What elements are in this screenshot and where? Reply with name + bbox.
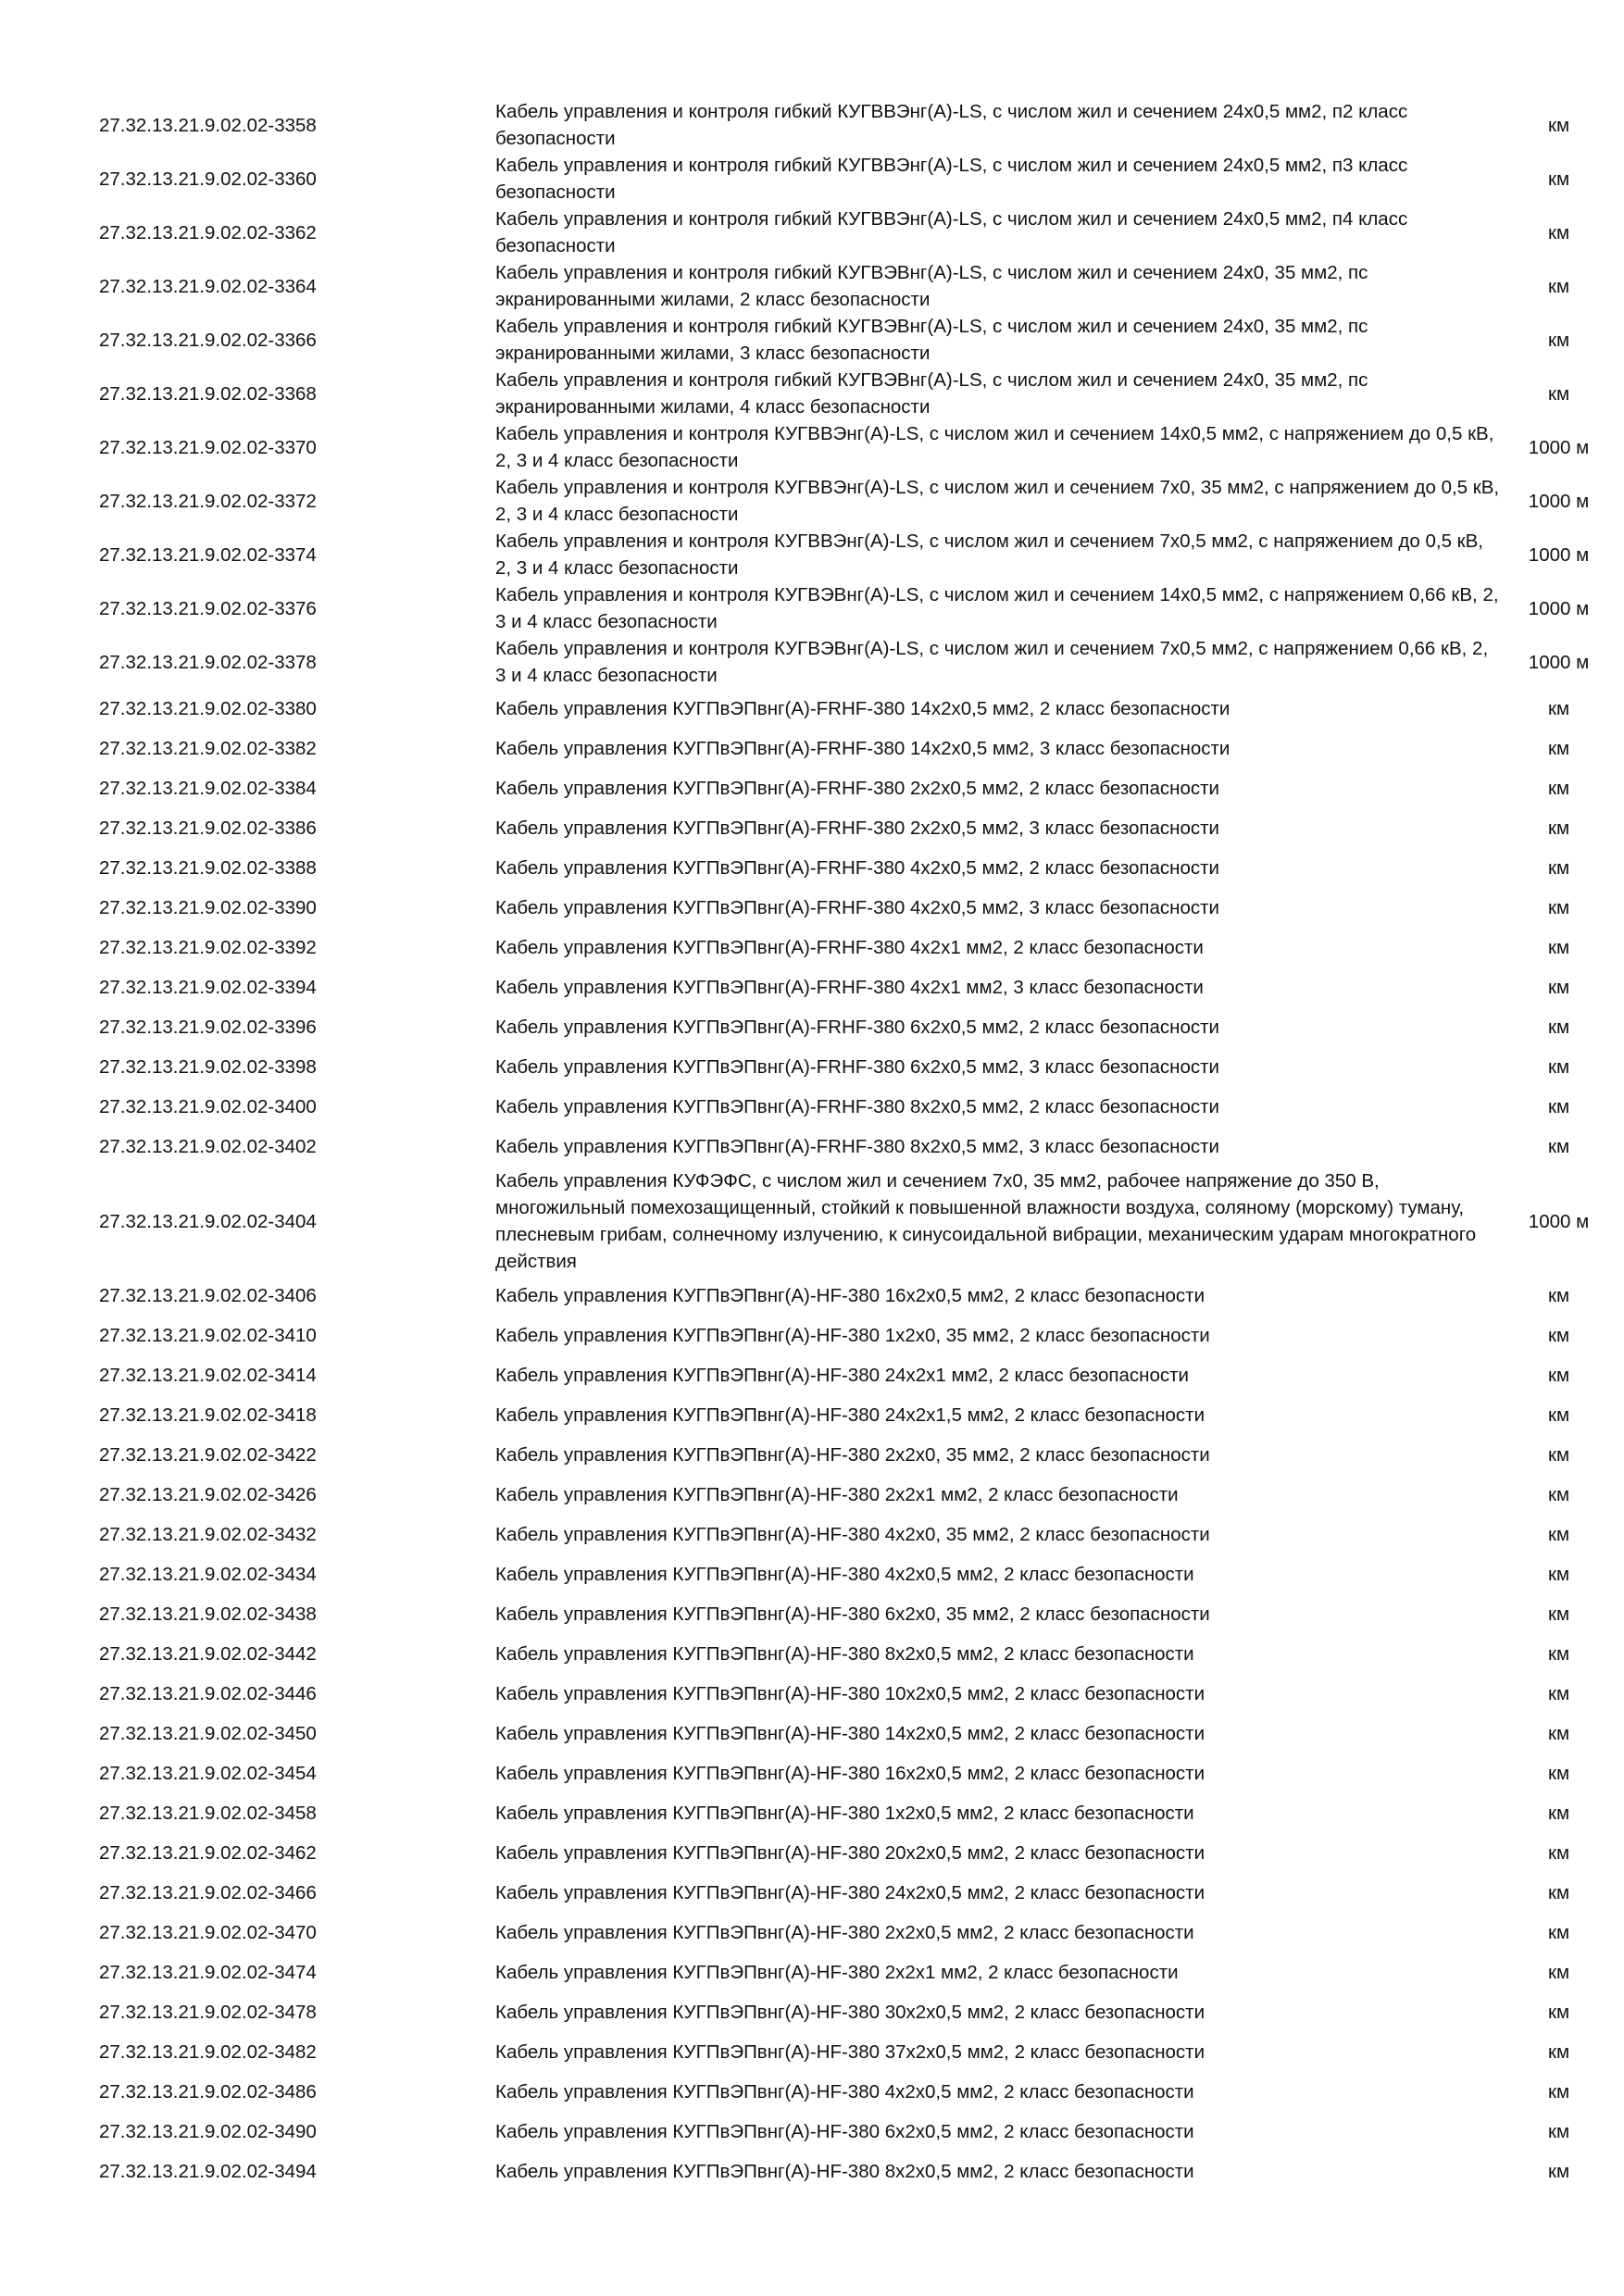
item-description: Кабель управления КУГПвЭПвнг(А)-HF-380 24х2х0,5 мм2, 2 класс безопасности [495, 1882, 1206, 1903]
item-code: 27.32.13.21.9.02.02-3358 [99, 114, 317, 136]
item-unit: км [1547, 1882, 1570, 1903]
item-code: 27.32.13.21.9.02.02-3396 [99, 1017, 317, 1038]
item-code: 27.32.13.21.9.02.02-3494 [99, 2161, 317, 2182]
item-description: Кабель управления КУГПвЭПвнг(А)-FRHF-380 4х2х0,5 мм2, 2 класс безопасности [495, 857, 1219, 879]
catalog-table [93, 98, 1608, 2191]
item-unit: км [1547, 329, 1570, 351]
item-description: Кабель управления КУГПвЭПвнг(А)-HF-380 10х2х0,5 мм2, 2 класс безопасности [495, 1683, 1206, 1704]
item-unit: км [1547, 1136, 1570, 1157]
table-row [93, 1276, 1608, 1316]
item-code: 27.32.13.21.9.02.02-3490 [99, 2121, 317, 2142]
table-row [93, 1087, 1608, 1127]
table-row [93, 1475, 1608, 1515]
table-row [93, 1554, 1608, 1594]
item-unit: км [1547, 1564, 1570, 1585]
item-code: 27.32.13.21.9.02.02-3466 [99, 1882, 317, 1903]
catalog-table-body [93, 98, 1608, 2191]
item-code: 27.32.13.21.9.02.02-3442 [99, 1643, 317, 1665]
item-code: 27.32.13.21.9.02.02-3462 [99, 1842, 317, 1864]
item-description: Кабель управления КУГПвЭПвнг(А)-FRHF-380 8х2х0,5 мм2, 3 класс безопасности [495, 1136, 1219, 1157]
table-row [93, 313, 1608, 367]
table-row [93, 1674, 1608, 1714]
item-unit: км [1547, 1096, 1570, 1117]
item-unit: км [1547, 382, 1570, 405]
table-row [93, 420, 1608, 474]
item-description: Кабель управления КУГПвЭПвнг(А)-HF-380 8х2х0,5 мм2, 2 класс безопасности [495, 2161, 1194, 2182]
item-unit: км [1547, 1404, 1570, 1426]
item-description: Кабель управления и контроля гибкий КУГВВЭнг(А)-LS, с числом жил и сечением 24х0,5 мм2, п2 класс безопасности [495, 101, 1408, 149]
item-description: Кабель управления КУГПвЭПвнг(А)-FRHF-380 4х2х1 мм2, 3 класс безопасности [495, 977, 1204, 998]
item-unit: 1000 м [1528, 543, 1590, 566]
item-description: Кабель управления КУГПвЭПвнг(А)-FRHF-380 14х2х0,5 мм2, 3 класс безопасности [495, 738, 1230, 759]
item-code: 27.32.13.21.9.02.02-3404 [99, 1210, 317, 1232]
table-row [93, 1714, 1608, 1753]
item-unit: 1000 м [1528, 490, 1590, 512]
table-row [93, 808, 1608, 848]
table-row [93, 635, 1608, 689]
item-code: 27.32.13.21.9.02.02-3470 [99, 1922, 317, 1943]
item-description: Кабель управления КУГПвЭПвнг(А)-HF-380 2х2х0,5 мм2, 2 класс безопасности [495, 1922, 1194, 1943]
item-code: 27.32.13.21.9.02.02-3392 [99, 937, 317, 958]
item-code: 27.32.13.21.9.02.02-3474 [99, 1962, 317, 1983]
table-row [93, 1913, 1608, 1953]
item-description: Кабель управления КУГПвЭПвнг(А)-HF-380 6х2х0,5 мм2, 2 класс безопасности [495, 2121, 1194, 2142]
item-description: Кабель управления и контроля КУГВВЭнг(А)-LS, с числом жил и сечением 7х0, 35 мм2, с напряжением до 0,5 кВ, 2, 3 и 4 класс безопасности [495, 477, 1500, 525]
item-description: Кабель управления и контроля гибкий КУГВЭВнг(А)-LS, с числом жил и сечением 24х0, 35 мм2, пс экранированными жилами, 4 класс безопасности [495, 369, 1368, 418]
item-description: Кабель управления и контроля гибкий КУГВВЭнг(А)-LS, с числом жил и сечением 24х0,5 мм2, п3 класс безопасности [495, 155, 1408, 203]
item-description: Кабель управления КУГПвЭПвнг(А)-HF-380 2х2х1 мм2, 2 класс безопасности [495, 1962, 1179, 1983]
item-unit: км [1547, 1484, 1570, 1505]
item-unit: км [1547, 221, 1570, 243]
item-code: 27.32.13.21.9.02.02-3384 [99, 778, 317, 799]
item-description: Кабель управления КУГПвЭПвнг(А)-FRHF-380 6х2х0,5 мм2, 2 класс безопасности [495, 1017, 1219, 1038]
table-row [93, 1634, 1608, 1674]
item-description: Кабель управления КУГПвЭПвнг(А)-HF-380 16х2х0,5 мм2, 2 класс безопасности [495, 1763, 1206, 1784]
item-description: Кабель управления КУГПвЭПвнг(А)-HF-380 6х2х0, 35 мм2, 2 класс безопасности [495, 1603, 1210, 1625]
table-row [93, 1833, 1608, 1873]
item-code: 27.32.13.21.9.02.02-3370 [99, 436, 317, 458]
item-code: 27.32.13.21.9.02.02-3446 [99, 1683, 317, 1704]
item-code: 27.32.13.21.9.02.02-3366 [99, 329, 317, 351]
item-description: Кабель управления КУГПвЭПвнг(А)-HF-380 4х2х0,5 мм2, 2 класс безопасности [495, 1564, 1194, 1585]
table-row [93, 1355, 1608, 1395]
item-unit: 1000 м [1528, 436, 1590, 458]
item-code: 27.32.13.21.9.02.02-3380 [99, 698, 317, 719]
item-code: 27.32.13.21.9.02.02-3482 [99, 2041, 317, 2063]
item-description: Кабель управления и контроля КУГВВЭнг(А)-LS, с числом жил и сечением 7х0,5 мм2, с напряжением до 0,5 кВ, 2, 3 и 4 класс безопасности [495, 530, 1484, 579]
item-code: 27.32.13.21.9.02.02-3386 [99, 817, 317, 839]
item-code: 27.32.13.21.9.02.02-3434 [99, 1564, 317, 1585]
item-unit: км [1547, 1524, 1570, 1545]
table-row [93, 1007, 1608, 1047]
item-unit: км [1547, 817, 1570, 839]
item-description: Кабель управления и контроля КУГВВЭнг(А)-LS, с числом жил и сечением 14х0,5 мм2, с напряжением до 0,5 кВ, 2, 3 и 4 класс безопасности [495, 423, 1494, 471]
item-description: Кабель управления КУФЭФС, с числом жил и сечением 7х0, 35 мм2, рабочее напряжение до 350 В, многожильный помехозащищенный, стойкий к повышенной влажности воздуха, соляному (морскому) туману, плесневым грибам, солнечному излучению, к синусоидальной вибрации, механическим ударам многократного действия [495, 1170, 1477, 1272]
table-row [93, 1992, 1608, 2032]
item-code: 27.32.13.21.9.02.02-3390 [99, 897, 317, 918]
item-code: 27.32.13.21.9.02.02-3422 [99, 1444, 317, 1466]
item-unit: 1000 м [1528, 651, 1590, 673]
table-row [93, 2112, 1608, 2152]
item-code: 27.32.13.21.9.02.02-3454 [99, 1763, 317, 1784]
item-unit: км [1547, 1444, 1570, 1466]
item-unit: км [1547, 2041, 1570, 2063]
table-row [93, 528, 1608, 581]
table-row [93, 1793, 1608, 1833]
item-unit: км [1547, 1643, 1570, 1665]
table-row [93, 206, 1608, 259]
item-unit: км [1547, 1842, 1570, 1864]
item-code: 27.32.13.21.9.02.02-3432 [99, 1524, 317, 1545]
item-unit: км [1547, 1723, 1570, 1744]
item-unit: км [1547, 275, 1570, 297]
item-code: 27.32.13.21.9.02.02-3376 [99, 597, 317, 619]
table-row [93, 367, 1608, 420]
table-row [93, 2032, 1608, 2072]
item-code: 27.32.13.21.9.02.02-3438 [99, 1603, 317, 1625]
item-unit: км [1547, 1365, 1570, 1386]
table-row [93, 1435, 1608, 1475]
table-row [93, 729, 1608, 768]
item-code: 27.32.13.21.9.02.02-3458 [99, 1803, 317, 1824]
item-description: Кабель управления КУГПвЭПвнг(А)-FRHF-380 6х2х0,5 мм2, 3 класс безопасности [495, 1056, 1219, 1078]
table-row [93, 1515, 1608, 1554]
item-code: 27.32.13.21.9.02.02-3388 [99, 857, 317, 879]
item-description: Кабель управления КУГПвЭПвнг(А)-HF-380 24х2х1,5 мм2, 2 класс безопасности [495, 1404, 1206, 1426]
item-code: 27.32.13.21.9.02.02-3402 [99, 1136, 317, 1157]
table-row [93, 1167, 1608, 1276]
item-code: 27.32.13.21.9.02.02-3382 [99, 738, 317, 759]
item-description: Кабель управления КУГПвЭПвнг(А)-FRHF-380 8х2х0,5 мм2, 2 класс безопасности [495, 1096, 1219, 1117]
table-row [93, 689, 1608, 729]
item-unit: км [1547, 1763, 1570, 1784]
table-row [93, 1594, 1608, 1634]
item-description: Кабель управления КУГПвЭПвнг(А)-HF-380 16х2х0,5 мм2, 2 класс безопасности [495, 1285, 1206, 1306]
item-unit: км [1547, 168, 1570, 190]
item-description: Кабель управления КУГПвЭПвнг(А)-HF-380 1х2х0, 35 мм2, 2 класс безопасности [495, 1325, 1210, 1346]
item-description: Кабель управления КУГПвЭПвнг(А)-HF-380 8х2х0,5 мм2, 2 класс безопасности [495, 1643, 1194, 1665]
item-description: Кабель управления КУГПвЭПвнг(А)-HF-380 1х2х0,5 мм2, 2 класс безопасности [495, 1803, 1194, 1824]
item-code: 27.32.13.21.9.02.02-3486 [99, 2081, 317, 2103]
item-description: Кабель управления и контроля КУГВЭВнг(А)-LS, с числом жил и сечением 7х0,5 мм2, с напряжением 0,66 кВ, 2, 3 и 4 класс безопасности [495, 638, 1489, 686]
item-description: Кабель управления КУГПвЭПвнг(А)-FRHF-380 4х2х0,5 мм2, 3 класс безопасности [495, 897, 1219, 918]
item-unit: км [1547, 1922, 1570, 1943]
item-unit: км [1547, 1017, 1570, 1038]
item-unit: км [1547, 2161, 1570, 2182]
item-unit: км [1547, 738, 1570, 759]
item-unit: 1000 м [1528, 1210, 1590, 1232]
item-code: 27.32.13.21.9.02.02-3478 [99, 2002, 317, 2023]
item-unit: км [1547, 1325, 1570, 1346]
item-description: Кабель управления КУГПвЭПвнг(А)-HF-380 4х2х0,5 мм2, 2 класс безопасности [495, 2081, 1194, 2103]
item-code: 27.32.13.21.9.02.02-3426 [99, 1484, 317, 1505]
item-unit: км [1547, 937, 1570, 958]
item-code: 27.32.13.21.9.02.02-3410 [99, 1325, 317, 1346]
item-description: Кабель управления и контроля гибкий КУГВВЭнг(А)-LS, с числом жил и сечением 24х0,5 мм2, п4 класс безопасности [495, 208, 1408, 256]
item-unit: км [1547, 1056, 1570, 1078]
item-code: 27.32.13.21.9.02.02-3364 [99, 275, 317, 297]
table-row [93, 768, 1608, 808]
table-row [93, 2072, 1608, 2112]
item-description: Кабель управления и контроля КУГВЭВнг(А)-LS, с числом жил и сечением 14х0,5 мм2, с напряжением 0,66 кВ, 2, 3 и 4 класс безопасности [495, 584, 1499, 632]
item-code: 27.32.13.21.9.02.02-3368 [99, 382, 317, 405]
table-row [93, 1753, 1608, 1793]
item-description: Кабель управления КУГПвЭПвнг(А)-HF-380 2х2х1 мм2, 2 класс безопасности [495, 1484, 1179, 1505]
item-description: Кабель управления КУГПвЭПвнг(А)-FRHF-380 4х2х1 мм2, 2 класс безопасности [495, 937, 1204, 958]
item-code: 27.32.13.21.9.02.02-3362 [99, 221, 317, 243]
item-unit: км [1547, 2002, 1570, 2023]
table-row [93, 152, 1608, 206]
item-code: 27.32.13.21.9.02.02-3394 [99, 977, 317, 998]
table-row [93, 848, 1608, 888]
item-unit: км [1547, 977, 1570, 998]
item-description: Кабель управления и контроля гибкий КУГВЭВнг(А)-LS, с числом жил и сечением 24х0, 35 мм2, пс экранированными жилами, 3 класс безопасности [495, 316, 1368, 364]
item-unit: км [1547, 1962, 1570, 1983]
item-description: Кабель управления КУГПвЭПвнг(А)-HF-380 24х2х1 мм2, 2 класс безопасности [495, 1365, 1189, 1386]
item-description: Кабель управления КУГПвЭПвнг(А)-HF-380 37х2х0,5 мм2, 2 класс безопасности [495, 2041, 1206, 2063]
item-code: 27.32.13.21.9.02.02-3398 [99, 1056, 317, 1078]
item-description: Кабель управления КУГПвЭПвнг(А)-HF-380 4х2х0, 35 мм2, 2 класс безопасности [495, 1524, 1210, 1545]
item-code: 27.32.13.21.9.02.02-3450 [99, 1723, 317, 1744]
table-row [93, 474, 1608, 528]
table-row [93, 2152, 1608, 2191]
item-unit: км [1547, 1603, 1570, 1625]
item-unit: км [1547, 1683, 1570, 1704]
item-code: 27.32.13.21.9.02.02-3374 [99, 543, 317, 566]
table-row [93, 259, 1608, 313]
table-row [93, 928, 1608, 967]
table-row [93, 1316, 1608, 1355]
table-row [93, 1395, 1608, 1435]
item-unit: км [1547, 897, 1570, 918]
item-unit: км [1547, 857, 1570, 879]
item-unit: км [1547, 698, 1570, 719]
item-description: Кабель управления КУГПвЭПвнг(А)-FRHF-380 14х2х0,5 мм2, 2 класс безопасности [495, 698, 1230, 719]
item-unit: км [1547, 1803, 1570, 1824]
item-description: Кабель управления и контроля гибкий КУГВЭВнг(А)-LS, с числом жил и сечением 24х0, 35 мм2, пс экранированными жилами, 2 класс безопасности [495, 262, 1368, 310]
table-row [93, 1953, 1608, 1992]
item-unit: км [1547, 778, 1570, 799]
item-unit: 1000 м [1528, 597, 1590, 619]
item-unit: км [1547, 2081, 1570, 2103]
item-unit: км [1547, 1285, 1570, 1306]
item-code: 27.32.13.21.9.02.02-3400 [99, 1096, 317, 1117]
item-unit: км [1547, 2121, 1570, 2142]
table-row [93, 888, 1608, 928]
table-row [93, 967, 1608, 1007]
item-description: Кабель управления КУГПвЭПвнг(А)-HF-380 30х2х0,5 мм2, 2 класс безопасности [495, 2002, 1206, 2023]
item-unit: км [1547, 114, 1570, 136]
item-code: 27.32.13.21.9.02.02-3360 [99, 168, 317, 190]
item-description: Кабель управления КУГПвЭПвнг(А)-FRHF-380 2х2х0,5 мм2, 3 класс безопасности [495, 817, 1219, 839]
table-row [93, 1873, 1608, 1913]
table-row [93, 581, 1608, 635]
item-description: Кабель управления КУГПвЭПвнг(А)-HF-380 20х2х0,5 мм2, 2 класс безопасности [495, 1842, 1206, 1864]
table-row [93, 98, 1608, 152]
item-code: 27.32.13.21.9.02.02-3406 [99, 1285, 317, 1306]
item-code: 27.32.13.21.9.02.02-3372 [99, 490, 317, 512]
table-row [93, 1127, 1608, 1167]
item-code: 27.32.13.21.9.02.02-3414 [99, 1365, 317, 1386]
item-description: Кабель управления КУГПвЭПвнг(А)-HF-380 14х2х0,5 мм2, 2 класс безопасности [495, 1723, 1206, 1744]
item-code: 27.32.13.21.9.02.02-3378 [99, 651, 317, 673]
item-code: 27.32.13.21.9.02.02-3418 [99, 1404, 317, 1426]
item-description: Кабель управления КУГПвЭПвнг(А)-HF-380 2х2х0, 35 мм2, 2 класс безопасности [495, 1444, 1210, 1466]
item-description: Кабель управления КУГПвЭПвнг(А)-FRHF-380 2х2х0,5 мм2, 2 класс безопасности [495, 778, 1219, 799]
table-row [93, 1047, 1608, 1087]
